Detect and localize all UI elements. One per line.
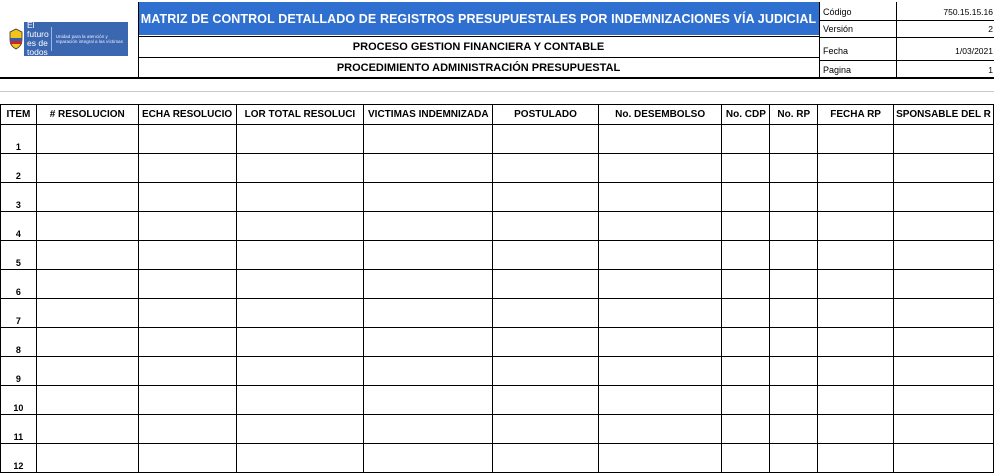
date-label: Fecha [823, 45, 849, 56]
table-cell[interactable] [598, 415, 722, 444]
table-cell[interactable] [36, 357, 138, 386]
table-row [1, 270, 994, 299]
table-row [1, 125, 994, 154]
table-cell[interactable] [893, 328, 993, 357]
table-cell[interactable] [722, 154, 770, 183]
table-cell[interactable] [770, 125, 818, 154]
table-cell[interactable] [598, 183, 722, 212]
resolution-table [0, 104, 994, 473]
table-cell[interactable] [893, 183, 993, 212]
col-victims: VICTIMAS INDEMNIZADA [364, 105, 493, 125]
table-cell[interactable] [893, 241, 993, 270]
table-cell[interactable] [493, 299, 599, 328]
version-label: Versión [823, 23, 854, 34]
table-cell[interactable] [722, 386, 770, 415]
table-cell[interactable] [236, 212, 364, 241]
table-row [1, 415, 994, 444]
table-cell[interactable] [364, 386, 493, 415]
col-cdp: No. CDP [722, 105, 770, 125]
col-rp-date: FECHA RP [818, 105, 894, 125]
table-cell[interactable] [818, 328, 894, 357]
code-label: Código [823, 6, 852, 17]
table-cell[interactable] [493, 357, 599, 386]
table-row [1, 299, 994, 328]
table-cell[interactable] [818, 444, 894, 473]
table-row [1, 212, 994, 241]
table-cell[interactable] [598, 444, 722, 473]
table-cell[interactable] [770, 444, 818, 473]
procedure-name: PROCEDIMIENTO ADMINISTRACIÓN PRESUPUESTAL [138, 57, 819, 78]
header-divider [819, 2, 820, 78]
table-cell[interactable] [893, 212, 993, 241]
table-row [1, 357, 994, 386]
table-cell[interactable] [722, 415, 770, 444]
table-cell[interactable] [36, 183, 138, 212]
table-cell[interactable] [236, 270, 364, 299]
table-cell[interactable] [36, 386, 138, 415]
logo-entity-name: Unidad para la atención y reparación integral a las víctimas [51, 27, 128, 51]
item-number: 12 [1, 444, 37, 473]
spacer-gridline [0, 91, 994, 92]
table-row [1, 241, 994, 270]
table-row [1, 328, 994, 357]
table-cell[interactable] [364, 444, 493, 473]
table-cell[interactable] [138, 270, 236, 299]
table-cell[interactable] [138, 125, 236, 154]
item-number: 3 [1, 183, 37, 212]
table-row [1, 183, 994, 212]
table-cell[interactable] [722, 212, 770, 241]
col-resolution-number: # RESOLUCION [36, 105, 138, 125]
table-cell[interactable] [770, 241, 818, 270]
table-cell[interactable] [722, 270, 770, 299]
table-cell[interactable] [722, 183, 770, 212]
header-divider [896, 2, 897, 78]
table-cell[interactable] [364, 125, 493, 154]
table-cell[interactable] [598, 386, 722, 415]
table-cell[interactable] [598, 241, 722, 270]
table-cell[interactable] [770, 328, 818, 357]
table-cell[interactable] [493, 183, 599, 212]
page-label: Pagina [823, 65, 852, 75]
version-value: 2 [988, 23, 993, 34]
table-cell[interactable] [818, 386, 894, 415]
table-cell[interactable] [598, 125, 722, 154]
table-cell[interactable] [236, 386, 364, 415]
col-responsible: SPONSABLE DEL R [893, 105, 993, 125]
table-cell[interactable] [598, 212, 722, 241]
table-cell[interactable] [598, 299, 722, 328]
table-cell[interactable] [364, 241, 493, 270]
table-cell[interactable] [493, 125, 599, 154]
table-cell[interactable] [893, 357, 993, 386]
table-cell[interactable] [236, 415, 364, 444]
table-cell[interactable] [364, 270, 493, 299]
table-cell[interactable] [598, 357, 722, 386]
table-cell[interactable] [770, 357, 818, 386]
table-cell[interactable] [598, 154, 722, 183]
table-cell[interactable] [493, 154, 599, 183]
table-row [1, 444, 994, 473]
table-cell[interactable] [598, 270, 722, 299]
meta-row-line [819, 37, 994, 38]
item-number: 2 [1, 154, 37, 183]
item-number: 7 [1, 299, 37, 328]
table-cell[interactable] [364, 357, 493, 386]
table-cell[interactable] [722, 328, 770, 357]
item-number: 5 [1, 241, 37, 270]
table-cell[interactable] [493, 212, 599, 241]
col-item: ITEM [1, 105, 37, 125]
table-cell[interactable] [770, 183, 818, 212]
date-value: 1/03/2021 [955, 45, 993, 56]
table-row [1, 154, 994, 183]
process-name: PROCESO GESTION FINANCIERA Y CONTABLE [138, 36, 819, 57]
table-cell[interactable] [236, 183, 364, 212]
table-cell[interactable] [818, 357, 894, 386]
table-cell[interactable] [236, 357, 364, 386]
table-cell[interactable] [493, 444, 599, 473]
table-cell[interactable] [722, 125, 770, 154]
col-resolution-total: LOR TOTAL RESOLUCI [236, 105, 364, 125]
table-cell[interactable] [364, 328, 493, 357]
table-cell[interactable] [138, 357, 236, 386]
table-cell[interactable] [893, 154, 993, 183]
table-cell[interactable] [36, 125, 138, 154]
table-cell[interactable] [818, 241, 894, 270]
item-number: 8 [1, 328, 37, 357]
table-cell[interactable] [236, 444, 364, 473]
table-cell[interactable] [722, 444, 770, 473]
table-cell[interactable] [364, 299, 493, 328]
table-cell[interactable] [138, 415, 236, 444]
table-cell[interactable] [598, 328, 722, 357]
document-title: MATRIZ DE CONTROL DETALLADO DE REGISTROS PRESUPUESTALES POR INDEMNIZACIONES VÍA JUDICIAL [138, 2, 819, 35]
col-disbursement: No. DESEMBOLSO [598, 105, 722, 125]
table-header-row [1, 105, 994, 125]
table-cell[interactable] [893, 270, 993, 299]
table-cell[interactable] [138, 241, 236, 270]
table-cell[interactable] [236, 328, 364, 357]
page-value: 1 [988, 65, 993, 75]
table-cell[interactable] [236, 125, 364, 154]
table-cell[interactable] [138, 183, 236, 212]
table-cell[interactable] [893, 386, 993, 415]
meta-row-line [819, 60, 994, 61]
code-value: 750.15.15.16 [943, 6, 993, 17]
table-cell[interactable] [770, 299, 818, 328]
table-cell[interactable] [364, 183, 493, 212]
table-cell[interactable] [818, 299, 894, 328]
table-cell[interactable] [364, 154, 493, 183]
item-number: 10 [1, 386, 37, 415]
table-cell[interactable] [493, 328, 599, 357]
table-cell[interactable] [493, 241, 599, 270]
table-cell[interactable] [818, 270, 894, 299]
table-cell[interactable] [770, 386, 818, 415]
table-cell[interactable] [36, 415, 138, 444]
meta-row-line [819, 20, 994, 21]
item-number: 4 [1, 212, 37, 241]
table-cell[interactable] [818, 154, 894, 183]
table-cell[interactable] [818, 183, 894, 212]
table-cell[interactable] [36, 328, 138, 357]
item-number: 6 [1, 270, 37, 299]
table-cell[interactable] [36, 270, 138, 299]
table-cell[interactable] [722, 357, 770, 386]
table-cell[interactable] [36, 154, 138, 183]
table-cell[interactable] [138, 444, 236, 473]
table-row [1, 386, 994, 415]
table-cell[interactable] [138, 154, 236, 183]
table-cell[interactable] [36, 241, 138, 270]
table-cell[interactable] [138, 386, 236, 415]
table-cell[interactable] [138, 212, 236, 241]
table-cell[interactable] [818, 415, 894, 444]
table-cell[interactable] [493, 270, 599, 299]
table-cell[interactable] [493, 415, 599, 444]
table-cell[interactable] [364, 415, 493, 444]
table-cell[interactable] [138, 299, 236, 328]
item-number: 1 [1, 125, 37, 154]
table-cell[interactable] [893, 444, 993, 473]
table-cell[interactable] [893, 299, 993, 328]
table-cell[interactable] [893, 415, 993, 444]
table-cell[interactable] [36, 212, 138, 241]
table-cell[interactable] [770, 270, 818, 299]
item-number: 11 [1, 415, 37, 444]
table-cell[interactable] [818, 125, 894, 154]
table-cell[interactable] [236, 154, 364, 183]
table-cell[interactable] [722, 299, 770, 328]
entity-logo [8, 22, 128, 56]
col-postulado: POSTULADO [493, 105, 599, 125]
item-number: 9 [1, 357, 37, 386]
logo-area [0, 0, 138, 78]
table-cell[interactable] [493, 386, 599, 415]
table-cell[interactable] [770, 415, 818, 444]
table-cell[interactable] [36, 444, 138, 473]
table-cell[interactable] [236, 241, 364, 270]
table-cell[interactable] [722, 241, 770, 270]
table-cell[interactable] [818, 212, 894, 241]
table-cell[interactable] [364, 212, 493, 241]
table-cell[interactable] [893, 125, 993, 154]
table-cell[interactable] [770, 212, 818, 241]
logo-slogan: El futuro es de todos [27, 20, 49, 57]
colombia-seal-icon [8, 22, 24, 56]
table-cell[interactable] [770, 154, 818, 183]
col-rp: No. RP [770, 105, 818, 125]
table-cell[interactable] [138, 328, 236, 357]
table-cell[interactable] [36, 299, 138, 328]
col-resolution-date: ECHA RESOLUCIO [138, 105, 236, 125]
header-divider [138, 2, 139, 78]
header-bottom-rule [0, 77, 994, 79]
table-cell[interactable] [236, 299, 364, 328]
